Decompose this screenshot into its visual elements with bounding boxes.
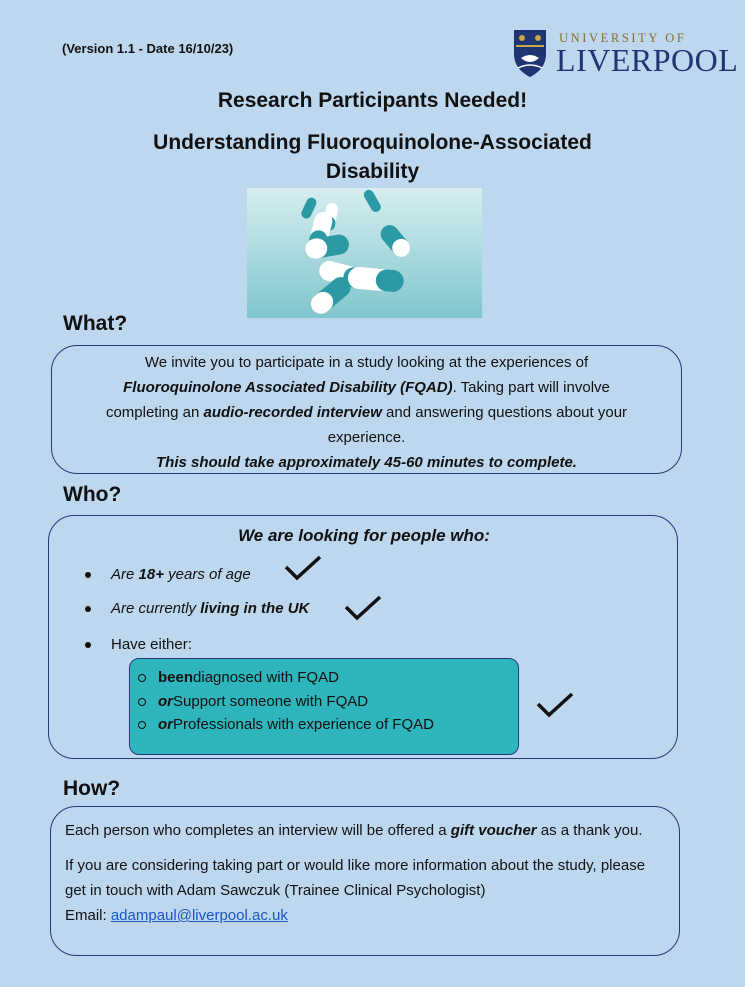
- how-heading: How?: [63, 777, 121, 800]
- duration-text: This should take approximately 45-60 minutes to complete.: [156, 454, 577, 471]
- option-professional-bold: or: [158, 716, 173, 733]
- criteria-age: [85, 566, 251, 583]
- age-post: years of age: [163, 566, 251, 583]
- circle-bullet-icon: [138, 674, 146, 682]
- bullet-icon: [85, 572, 91, 578]
- university-logo: [512, 28, 739, 80]
- what-heading: What?: [63, 312, 128, 335]
- study-title-line2: Disability: [325, 160, 420, 183]
- what-line1: We invite you to participate in a study looking at the experiences of: [144, 354, 589, 371]
- what-box: [51, 345, 682, 474]
- logo-bottom-text: LIVERPOOL: [556, 42, 739, 78]
- university-crest-icon: [512, 28, 548, 78]
- criteria-either: [85, 636, 192, 653]
- voucher-paragraph: [65, 818, 665, 843]
- pills-image: [247, 188, 482, 318]
- email-label: Email:: [65, 907, 111, 924]
- gift-voucher-emphasis: gift voucher: [450, 822, 537, 839]
- voucher-post: as a thank you.: [536, 822, 643, 839]
- what-line3: [52, 400, 681, 425]
- circle-bullet-icon: [138, 698, 146, 706]
- voucher-pre: Each person who completes an interview will be offered a: [65, 822, 451, 839]
- option-professional-text: Professionals with experience of FQAD: [173, 716, 434, 733]
- study-title-line1: Understanding Fluoroquinolone-Associated: [153, 131, 592, 154]
- what-line3-rest: and answering questions about your: [381, 404, 628, 421]
- duration-note: [52, 450, 681, 475]
- version-label: (Version 1.1 - Date 16/10/23): [62, 41, 234, 56]
- how-box: [50, 806, 680, 956]
- option-diagnosed: [138, 669, 339, 686]
- option-support-bold: or: [158, 693, 173, 710]
- who-title: We are looking for people who:: [238, 526, 490, 545]
- checkmark-icon: [343, 594, 383, 622]
- fqad-emphasis: Fluoroquinolone Associated Disability (FQAD): [123, 379, 453, 396]
- checkmark-icon: [535, 691, 575, 719]
- uk-pre: Are currently: [111, 600, 201, 617]
- bullet-icon: [85, 642, 91, 648]
- option-diagnosed-bold: been: [158, 669, 194, 686]
- option-support-text: Support someone with FQAD: [173, 693, 369, 710]
- circle-bullet-icon: [138, 721, 146, 729]
- option-support: [138, 693, 368, 710]
- what-line4: experience.: [327, 429, 406, 446]
- bullet-icon: [85, 606, 91, 612]
- contact-paragraph: If you are considering taking part or would like more information about the study, please get in touch with Adam Sawczuk (Trainee Clinical Psychologist): [65, 857, 646, 899]
- eligibility-options-box: [129, 658, 519, 755]
- headline: Research Participants Needed!: [217, 89, 528, 112]
- logo-top-text: UNIVERSITY OF: [559, 31, 687, 45]
- email-line: [65, 903, 665, 928]
- age-bold: 18+: [138, 566, 164, 583]
- who-box: [48, 515, 678, 759]
- who-heading: Who?: [63, 483, 122, 506]
- what-line2: [52, 375, 681, 400]
- what-line3-pre: completing an: [105, 404, 204, 421]
- option-professional: [138, 716, 434, 733]
- option-diagnosed-text: diagnosed with FQAD: [193, 669, 339, 686]
- uk-bold: living in the UK: [200, 600, 310, 617]
- what-line2-rest: . Taking part will involve: [452, 379, 610, 396]
- age-pre: Are: [111, 566, 139, 583]
- email-link[interactable]: adampaul@liverpool.ac.uk: [110, 907, 288, 924]
- either-text: Have either:: [111, 636, 192, 653]
- interview-emphasis: audio-recorded interview: [203, 404, 382, 421]
- criteria-uk: [85, 600, 309, 617]
- checkmark-icon: [283, 554, 323, 582]
